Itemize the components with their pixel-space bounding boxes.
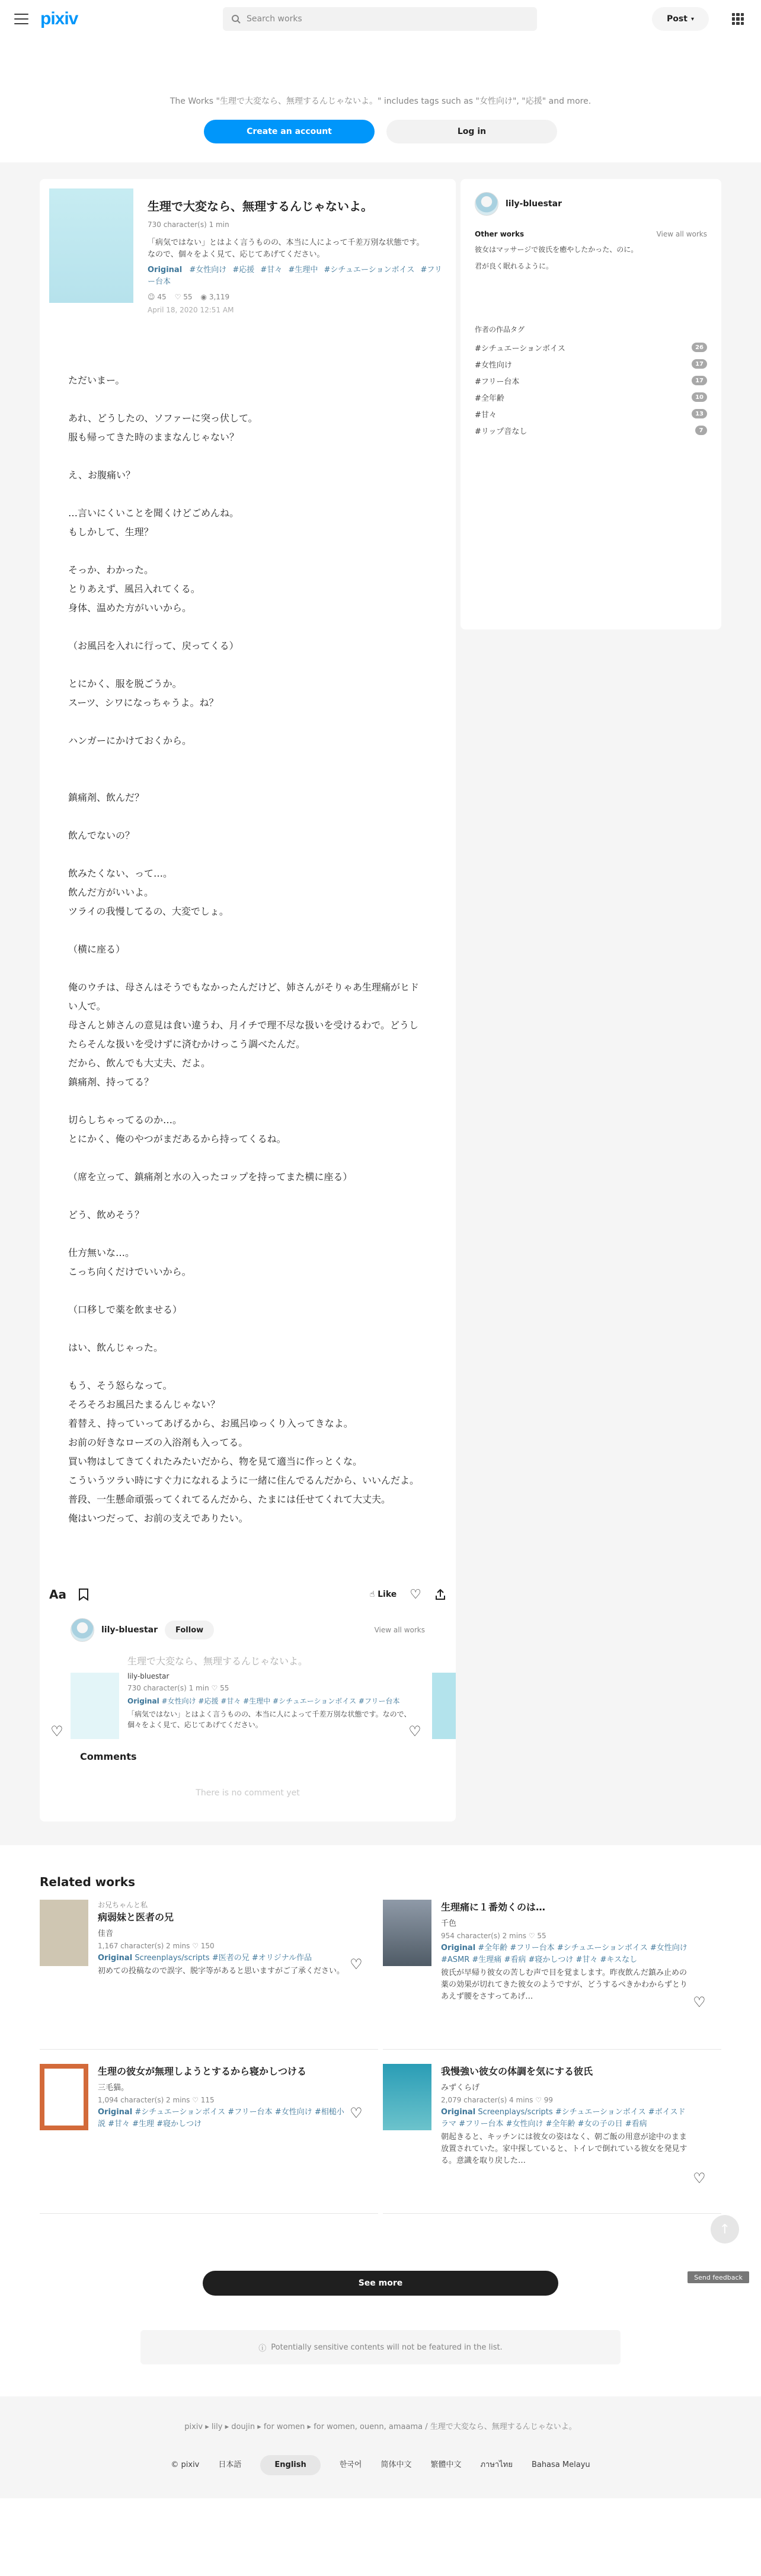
work-author[interactable]: 三毛猫。 <box>98 2083 129 2092</box>
novel-cover <box>49 188 133 303</box>
work-description: 初めての投稿なので誤字、脱字等があると思いますがご了承ください。 <box>98 1967 345 1976</box>
work-title[interactable]: 生理の彼女が無理しようとするから寝かしつける <box>98 2066 307 2077</box>
menu-icon[interactable] <box>14 14 28 24</box>
original-tag[interactable]: Original <box>148 266 183 274</box>
language-option[interactable]: Bahasa Melayu <box>531 2460 590 2469</box>
work-title[interactable]: 生理で大変なら、無理するんじゃないよ。 <box>127 1655 308 1667</box>
other-work-item[interactable]: 彼女はマッサージで彼氏を癒やしたかった、のに。 <box>475 245 638 254</box>
work-tags <box>127 1696 424 1706</box>
heart-icon: ♡ <box>174 293 181 301</box>
tag[interactable]: #生理中 <box>288 266 318 274</box>
work-author[interactable]: 千色 <box>441 1919 457 1928</box>
work-author[interactable]: 佳音 <box>98 1929 114 1938</box>
tag[interactable]: #シチュエーションボイス <box>324 266 415 274</box>
work-author[interactable]: みずくらげ <box>441 2083 480 2092</box>
related-work-card <box>40 2064 378 2214</box>
smile-icon: ☺ <box>148 293 155 301</box>
action-bar <box>40 1578 456 1611</box>
author-tag-name: #リップ音なし <box>475 427 527 436</box>
footer <box>0 2396 761 2498</box>
author-tag-name: #全年齢 <box>475 394 504 403</box>
signup-promo <box>0 38 761 162</box>
promo-text: The Works "生理で大変なら、無理するんじゃないよ。" includes tags such as "女性向け", "応援" and more. <box>170 97 591 106</box>
work-tag-list[interactable]: Screenplays/scripts #シチュエーションボイス #ボイスドラマ #フリー台本 #女性向け #全年齢 #女の子の日 #看病 <box>441 2108 686 2128</box>
tag[interactable]: #フリー台本 <box>148 266 442 286</box>
heart-outline-icon[interactable]: ♡ <box>693 2170 706 2187</box>
work-description: 「病気ではない」とはよく言うものの、本当に人によって千差万別な状態です。なので、個々をよく見て、応じてあげてください。 <box>127 1710 411 1729</box>
send-feedback-button[interactable]: Send feedback <box>688 2271 749 2283</box>
heart-outline-icon[interactable]: ♡ <box>693 1994 706 2011</box>
author-tag[interactable] <box>475 389 707 405</box>
work-description: 朝起きると、キッチンには彼女の姿はなく、朝ご飯の用意が途中のまま放置されていた。家中探していると、トイレで倒れている彼女を発見する。意識を取り戻した… <box>441 2133 688 2165</box>
language-selector <box>0 2455 761 2475</box>
language-option[interactable]: 简体中文 <box>380 2460 412 2469</box>
language-option-selected[interactable]: English <box>260 2455 320 2475</box>
breadcrumb[interactable]: pixiv ▸ lily ▸ doujin ▸ for women ▸ for women, ouenn, amaama / 生理で大変なら、無理するんじゃないよ。 <box>184 2422 577 2431</box>
related-work-card <box>40 1900 378 2050</box>
comments-empty: There is no comment yet <box>196 1788 300 1798</box>
other-work-item[interactable]: 君が良く眠れるように。 <box>475 262 554 270</box>
info-icon: ⓘ <box>258 2344 267 2353</box>
tag[interactable]: #応援 <box>232 266 255 274</box>
novel-description: 「病気ではない」とはよく言うものの、本当に人によって千差万別な状態です。 なので、個々をよく見て、応じてあげてください。 <box>148 238 424 259</box>
work-tags <box>441 2107 690 2130</box>
sidebar-user <box>475 188 707 216</box>
author-tag-count: 13 <box>692 409 707 418</box>
bookmark-count-value: 55 <box>183 293 193 301</box>
tag[interactable]: #甘々 <box>260 266 283 274</box>
work-thumbnail[interactable] <box>40 1900 88 1966</box>
novel-body: ただいまー。 あれ、どうしたの、ソファーに突っ伏して。 服も帰ってきた時のままなんじゃない？ え、お腹痛い？ …言いにくいことを聞くけどごめんね。 もしかして、生理？ そっか、わかった。 とりあえず、風呂入れてくる。 身体、温めた方がいいから。 （お風呂を入れに行って、戻ってくる） とにかく、服を脱ごうか。 スーツ、シワになっちゃうよ。ね？ ハンガーにかけておくから。 鎮痛剤、飲んだ？ 飲んでないの？ 飲みたくない、って…。 飲んだ方がいいよ。 ツライの我慢してるの、大変でしょ。 （横に座る） 俺のウチは、母さんはそうでもなかったんだけど、姉さんがそりゃあ生理痛がヒドい人で。 母さんと姉さんの意見は食い違うわ、月イチで理不尽な扱いを受けるわで。どうしたらそんな扱いを受けずに済むかけっこう調べたんだ。 だから、飲んでも大丈夫、だよ。 鎮痛剤、持ってる？ 切らしちゃってるのか…。 とにかく、俺のやつがまだあるから持ってくるね。 （席を立って、鎮痛剤と水の入ったコップを持ってまた横に座る） どう、飲めそう？ 仕方無いな…。 こっち向くだけでいいから。 （口移しで薬を飲ませる） はい、飲んじゃった。 もう、そう怒らなって。 そろそろお風呂たまるんじゃない？ 着替え、持っていってあげるから、お風呂ゆっくり入ってきなよ。 お前の好きなローズの入浴剤も入ってる。 買い物はしてきてくれたみたいだから、物を見て適当に作っとくな。 こういうツラい時にすぐ力になれるように一緒に住んでるんだから、いいんだよ。 普段、一生懸命頑張ってくれてるんだから、たまには任せてくれて大丈夫。 俺はいつだって、お前の支えでありたい。 <box>68 375 420 1524</box>
heart-outline-icon[interactable]: ♡ <box>50 1723 63 1740</box>
novel-title: 生理で大変なら、無理するんじゃないよ。 <box>148 199 373 213</box>
share-icon[interactable] <box>434 1589 446 1600</box>
post-label: Post <box>667 14 688 24</box>
view-all-works-link[interactable]: View all works <box>374 1626 425 1634</box>
like-count-value: 45 <box>157 293 167 301</box>
related-heading: Related works <box>40 1875 136 1889</box>
author-tag-count: 17 <box>692 376 707 385</box>
sidebar-user-name[interactable]: lily-bluestar <box>506 199 562 209</box>
see-more-button[interactable]: See more <box>203 2271 558 2296</box>
login-button[interactable]: Log in <box>386 120 557 143</box>
novel-meta: 730 character(s) 1 min <box>148 220 229 229</box>
work-tag-list[interactable]: #全年齢 #フリー台本 #シチュエーションボイス #女性向け #ASMR #生理痛 #看病 #寝かしつけ #甘々 #キスなし <box>441 1944 688 1964</box>
work-thumbnail[interactable] <box>40 2064 88 2130</box>
novel-tags <box>148 264 446 288</box>
view-all-works-link[interactable]: View all works <box>656 230 707 238</box>
work-thumbnail[interactable] <box>383 2064 431 2130</box>
apps-grid-icon[interactable] <box>732 13 744 25</box>
chevron-down-icon: ▾ <box>690 15 694 23</box>
author-tag-count: 26 <box>692 343 707 352</box>
like-icon: ☝ <box>369 1590 375 1599</box>
author-tags-heading: 作者の作品タグ <box>475 325 525 334</box>
post-button[interactable] <box>652 7 709 31</box>
work-description: 彼氏が早帰り彼女の苦しむ声で目を覚まします。昨夜飲んだ鎮み止めの薬の効果が切れてきた彼女のようですが、どうするべきかわからずとりあえず腰をさすってあげ… <box>441 1968 688 2001</box>
author-tag-list <box>475 339 707 439</box>
search-placeholder: Search works <box>247 14 302 24</box>
language-option[interactable]: 한국어 <box>339 2460 362 2469</box>
author-tag-name: #女性向け <box>475 360 512 370</box>
novel-date: April 18, 2020 12:51 AM <box>148 306 234 314</box>
pixiv-logo[interactable]: pixiv <box>40 9 78 28</box>
avatar[interactable] <box>71 1618 94 1642</box>
follow-button[interactable]: Follow <box>165 1621 214 1639</box>
work-author[interactable]: lily-bluestar <box>127 1672 170 1680</box>
current-work-card <box>127 1654 424 1730</box>
related-work-card <box>383 2064 721 2214</box>
work-meta: 730 character(s) 1 min ♡ 55 <box>127 1684 229 1692</box>
comments-section <box>40 1727 456 1821</box>
author-tag[interactable] <box>475 339 707 356</box>
bookmark-count <box>175 293 193 301</box>
work-thumbnail[interactable] <box>383 1900 431 1966</box>
other-works-header <box>475 230 707 238</box>
tag[interactable]: #女性向け <box>189 266 227 274</box>
work-tags <box>98 1952 347 1964</box>
eye-icon: ◉ <box>200 293 207 301</box>
author-row <box>40 1611 456 1642</box>
language-option[interactable]: ภาษาไทย <box>480 2460 513 2469</box>
work-meta: 1,094 character(s) 2 mins ♡ 115 <box>98 2096 215 2104</box>
author-tag[interactable] <box>475 372 707 389</box>
view-count-value: 3,119 <box>209 293 230 301</box>
work-thumbnail[interactable] <box>71 1673 119 1739</box>
create-account-button[interactable]: Create an account <box>204 120 375 143</box>
author-tag-count: 17 <box>692 359 707 369</box>
work-tags <box>98 2107 347 2130</box>
series-title[interactable]: お兄ちゃんと私 <box>98 1901 148 1909</box>
heart-outline-icon[interactable]: ♡ <box>350 2105 363 2121</box>
copyright: © pixiv <box>171 2460 200 2469</box>
author-tag-count: 7 <box>695 426 707 435</box>
related-works <box>40 1845 721 2364</box>
language-option[interactable]: 繁體中文 <box>430 2460 462 2469</box>
works-carousel <box>40 1650 456 1740</box>
like-count <box>148 293 167 301</box>
work-meta: 954 character(s) 2 mins ♡ 55 <box>441 1932 546 1940</box>
original-tag[interactable]: Original <box>441 2108 476 2117</box>
work-tag-list[interactable]: #女性向け #応援 #甘々 #生理中 #シチュエーションボイス #フリー台本 <box>161 1697 400 1705</box>
work-title[interactable]: 我慢強い彼女の体調を気にする彼氏 <box>441 2066 593 2077</box>
related-work-card <box>383 1900 721 2050</box>
comments-title: Comments <box>80 1751 137 1762</box>
scroll-top-button[interactable] <box>711 2215 739 2243</box>
heart-outline-icon[interactable]: ♡ <box>350 1956 363 1973</box>
heart-outline-icon[interactable]: ♡ <box>410 1587 421 1602</box>
work-meta: 1,167 character(s) 2 mins ♡ 150 <box>98 1942 215 1950</box>
author-tag[interactable] <box>475 405 707 422</box>
font-settings-button[interactable]: Aa <box>49 1587 66 1602</box>
content-area <box>0 162 761 1845</box>
work-tags <box>441 1942 690 1966</box>
author-tag-count: 10 <box>692 392 707 402</box>
next-work-thumbnail[interactable] <box>432 1673 456 1739</box>
original-tag[interactable]: Original <box>441 1944 476 1952</box>
arrow-up-icon: ↑ <box>719 2222 731 2237</box>
like-label: Like <box>378 1590 397 1599</box>
heart-outline-icon[interactable]: ♡ <box>408 1723 421 1740</box>
novel-main <box>40 179 456 1821</box>
author-tag-name: #甘々 <box>475 410 497 420</box>
search-input[interactable] <box>223 7 537 31</box>
sensitive-notice-text: Potentially sensitive contents will not be featured in the list. <box>271 2342 503 2352</box>
original-tag[interactable]: Original <box>98 2108 133 2117</box>
like-button[interactable] <box>370 1590 397 1599</box>
original-tag[interactable]: Original <box>98 1954 133 1963</box>
language-option[interactable]: 日本語 <box>218 2460 242 2469</box>
other-works-title: Other works <box>475 230 525 238</box>
author-tag-name: #フリー台本 <box>475 377 520 386</box>
original-tag[interactable]: Original <box>127 1697 159 1705</box>
work-tag-list[interactable]: #シチュエーションボイス #フリー台本 #女性向け #相槌小説 #甘々 #生理 #寝かしつけ <box>98 2108 344 2128</box>
search-icon <box>231 14 241 24</box>
work-title[interactable]: 生理痛に１番効くのは… <box>441 1901 546 1913</box>
bookmark-icon[interactable] <box>78 1588 89 1601</box>
sensitive-notice <box>140 2330 621 2364</box>
author-tag-name: #シチュエーションボイス <box>475 344 565 353</box>
avatar[interactable] <box>475 192 498 216</box>
novel-stats <box>148 293 446 301</box>
work-meta: 2,079 character(s) 4 mins ♡ 99 <box>441 2096 554 2104</box>
work-title[interactable]: 病弱妹と医者の兄 <box>98 1912 174 1923</box>
author-tag[interactable] <box>475 422 707 439</box>
author-tag[interactable] <box>475 356 707 372</box>
sidebar <box>461 179 721 629</box>
novel-header <box>40 179 456 324</box>
author-name[interactable]: lily-bluestar <box>101 1625 158 1635</box>
work-tag-list[interactable]: Screenplays/scripts #医者の兄 #オリジナル作品 <box>135 1954 312 1963</box>
view-count <box>201 293 230 301</box>
